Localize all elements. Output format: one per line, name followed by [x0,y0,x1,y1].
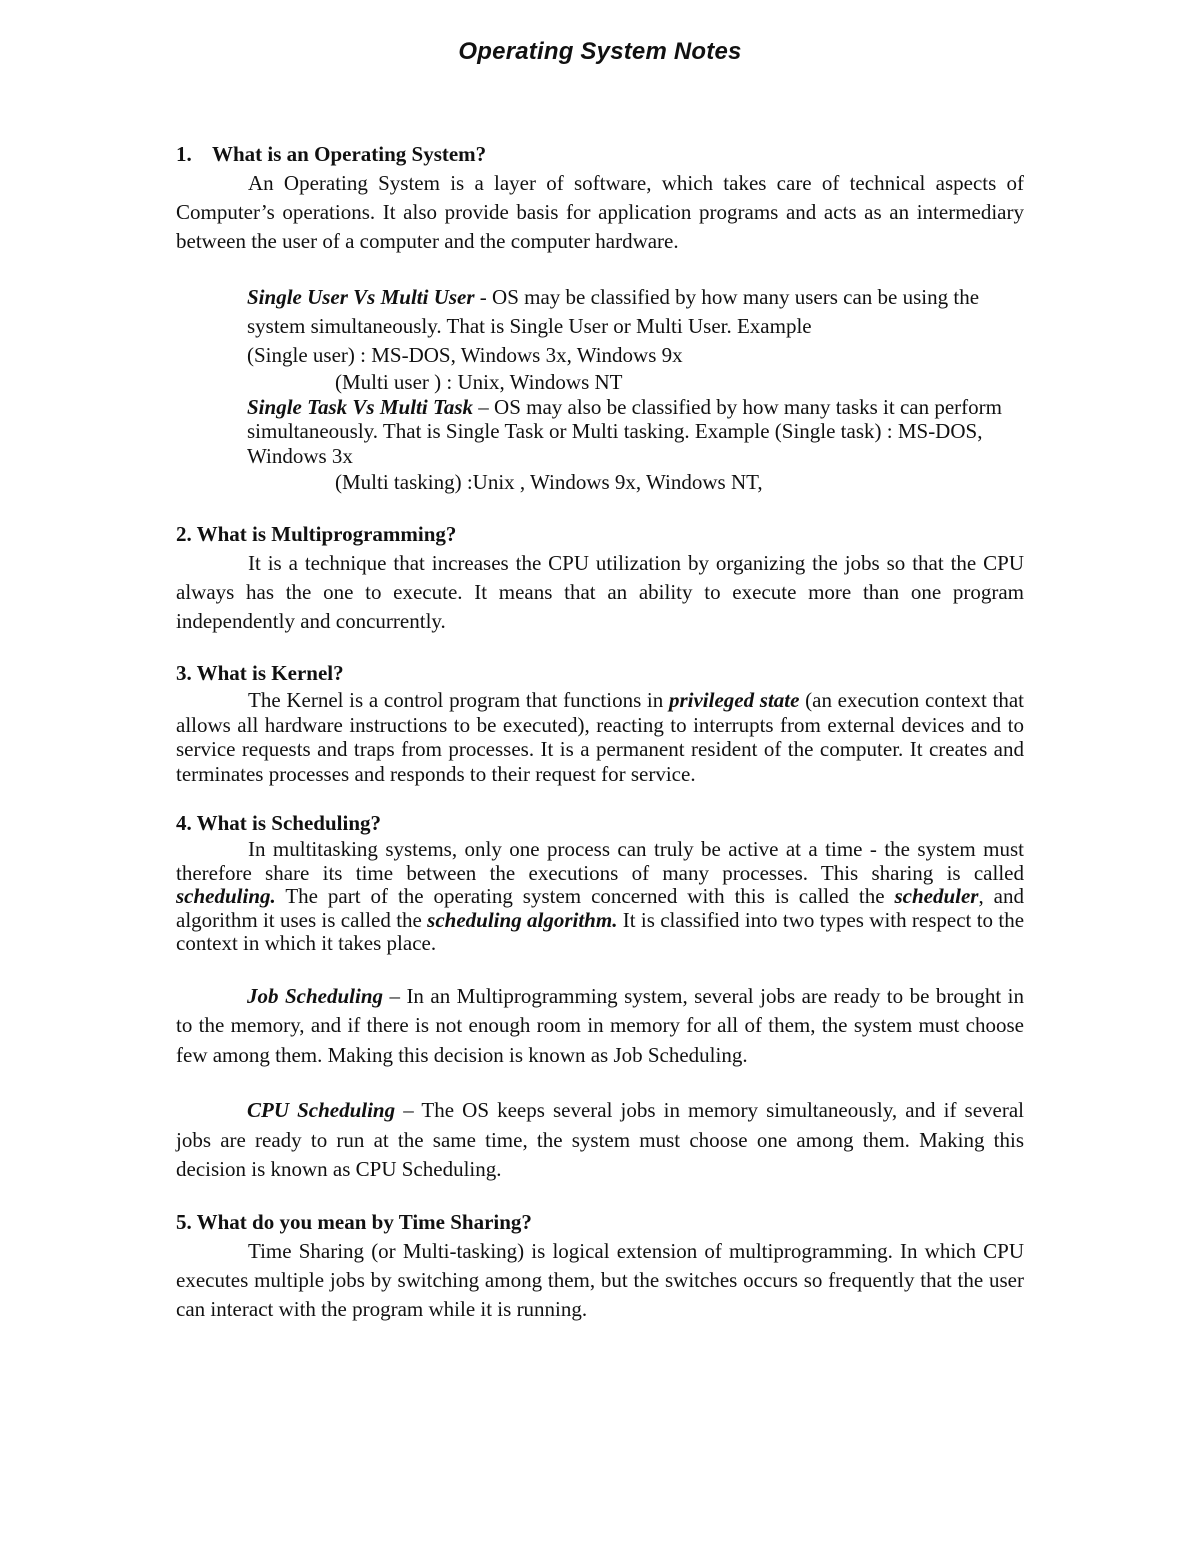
single-multi-task-paragraph [247,395,1007,469]
spacer [176,1185,1024,1208]
user-classification-block [247,283,1007,497]
single-multi-task-term: Single Task Vs Multi Task [247,394,474,419]
kernel-text-a: The Kernel is a control program that functions in [248,688,669,712]
page-title: Operating System Notes [458,38,742,65]
scheduling-text-d: It is classified into two types with respect to the context in which it takes place. [176,907,1025,955]
cpu-scheduling-term: CPU Scheduling [247,1098,396,1122]
term-separator: - [474,285,493,309]
question-1-title: What is an Operating System? [212,142,487,166]
kernel-text-b: (an execution context that allows all hardware instructions to be executed), reacting to interrupts from external devices and to service requests and traps from processes. It is a permanent resident of the computer. It creates and terminates processes and responds to their request for service. [176,688,1024,786]
cpu-scheduling-paragraph [176,1096,1024,1185]
job-scheduling-term: Job Scheduling [247,983,383,1008]
spacer [176,786,1024,809]
single-user-example: (Single user) : MS-DOS, Windows 3x, Windows 9x [247,343,683,367]
single-multi-user-paragraph [247,283,1007,341]
multi-task-example: (Multi tasking) :Unix , Windows 9x, Windows NT, [335,470,763,494]
job-scheduling-paragraph [176,982,1024,1071]
scheduling-term: scheduling. [176,884,276,908]
multi-user-example: (Multi user ) : Unix, Windows NT [335,370,623,394]
term-separator: – [473,394,495,419]
single-multi-task-text: OS may also be classified by how many tasks it can perform simultaneously. That is Single Task or Multi tasking. Example (Single task) : MS-DOS, Windows 3x [247,394,1002,468]
question-1-answer: An Operating System is a layer of software, which takes care of technical aspects of Computer’s operations. It also provide basis for application programs and acts as an intermediary between the user of a computer and the computer hardware. [176,171,1024,253]
term-separator: – [395,1098,422,1122]
question-2-answer: It is a technique that increases the CPU utilization by organizing the jobs so that the CPU always has the one to execute. It means that an ability to execute more than one program independently and concurrently. [176,551,1024,633]
single-multi-user-text: OS may be classified by how many users can be using the system simultaneously. That is Single User or Multi User. Example [247,285,980,338]
scheduling-text-a: In multitasking systems, only one process can truly be active at a time - the system must therefore share its time between the executions of many processes. This sharing is called [176,837,1024,885]
question-5-heading: 5. What do you mean by Time Sharing? [176,1209,532,1234]
question-3-answer [176,688,1024,786]
single-multi-user-term: Single User Vs Multi User [247,285,475,309]
question-1-number: 1. [176,142,192,166]
scheduling-text-b: The part of the operating system concerned with this is called the [275,884,895,908]
question-1-heading [176,140,1024,169]
question-2-heading: 2. What is Multiprogramming? [176,522,457,546]
spacer [176,1070,1024,1096]
question-4-answer [176,838,1024,956]
scheduler-term: scheduler [894,884,979,908]
scheduling-text-c: , and algorithm it uses is called the [176,884,1024,932]
scheduling-algorithm-term: scheduling algorithm. [427,907,618,932]
privileged-state-term: privileged state [668,688,800,712]
spacer [176,956,1024,982]
question-4-heading: 4. What is Scheduling? [176,811,382,835]
term-separator: – [383,983,407,1008]
job-scheduling-text: In an Multiprogramming system, several jobs are ready to be brought in to the memory, and if there is not enough room in memory for all of them, the system must choose few among them. Making this decision is known as Job Scheduling. [176,983,1024,1067]
question-3-heading: 3. What is Kernel? [176,661,344,685]
question-5-answer: Time Sharing (or Multi-tasking) is logical extension of multiprogramming. In which CPU executes multiple jobs by switching among them, but the switches occurs so frequently that the user can interact with the program while it is running. [176,1238,1024,1321]
cpu-scheduling-text: The OS keeps several jobs in memory simultaneously, and if several jobs are ready to run at the same time, the system must choose one among them. Making this decision is known as CPU Scheduling. [176,1098,1025,1181]
notes-content [176,140,1024,1324]
spacer [176,636,1024,659]
spacer [176,497,1024,520]
